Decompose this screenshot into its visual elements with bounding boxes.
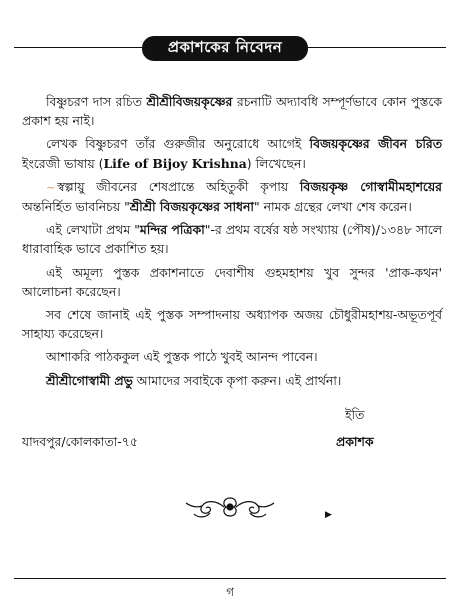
bold-text-run: বিজয়কৃষ্ণের জীবন চরিত: [309, 136, 442, 152]
text-run: সব শেষে জানাই এই পুস্তক সম্পাদনায় অধ্যাপক অজয় চৌধুরীমহাশয়-অভূতপূর্ব সাহায্য করেছেন।: [22, 307, 442, 342]
closing-iti: ইতি: [345, 407, 365, 422]
page-number: গ: [226, 585, 234, 599]
paragraph-7: [22, 347, 442, 366]
paragraph-5: [22, 263, 442, 301]
publisher-signature: প্রকাশক: [336, 434, 374, 449]
text-run: এই অমূল্য পুস্তক প্রকাশনাতে দেবাশীষ গুহমহাশয় খুব সুন্দর 'প্রাক-কথন' আলোচনা করেছেন।: [22, 264, 442, 299]
address-line: যাদবপুর/কোলকাতা-৭৫: [22, 434, 138, 449]
text-run: এই লেখাটা প্রথম ": [46, 222, 140, 238]
paragraph-8: [22, 371, 442, 390]
text-run: স্বল্পায়ু জীবনের শেষপ্রান্তে অহিতুকী কৃপায়: [57, 178, 300, 194]
page-title: প্রকাশকের নিবেদন: [167, 38, 283, 56]
text-run: আমাদের সবাইকে কৃপা করুন। এই প্রার্থনা।: [132, 372, 342, 388]
paragraph-2: [22, 134, 442, 172]
text-run: "-র প্রথম বর্ষের ষষ্ঠ সংখ্যায় (পৌষ)/১৩৪৮ সালে ধারাবাহিক ভাবে প্রকাশিত হয়।: [22, 222, 443, 257]
bold-text-run: বিজয়কৃষ্ণ গোস্বামীমহাশয়ের: [299, 178, 442, 194]
paragraph-6: [22, 305, 442, 343]
text-run: ইংরেজী ভাষায় (: [22, 155, 104, 171]
text-run: " নামক গ্রন্থের লেখা শেষ করেন।: [253, 199, 412, 215]
text-run: বিষ্ণুচরণ দাস রচিত: [46, 94, 147, 109]
bold-text-run: শ্রীশ্রীগোস্বামী প্রভু: [46, 372, 133, 388]
text-run: আশাকরি পাঠককুল এই পুস্তক পাঠে খুবই আনন্দ পাবেন।: [46, 349, 318, 365]
bottom-rule: [14, 578, 446, 579]
heading-banner: [142, 36, 308, 61]
arrow-marker-icon: ▶: [325, 510, 332, 520]
bold-text-run: শ্রীশ্রীবিজয়কৃষ্ণের: [146, 94, 233, 109]
bold-text-run: মন্দির পত্রিকা: [139, 222, 205, 238]
text-run: রচনাটি অদ্যাবধি সম্পূর্ণভাবে কোন পুস্তকে প্রকাশ হয় নাই।: [22, 94, 442, 129]
margin-mark-icon: ~: [46, 180, 56, 194]
paragraph-1: [22, 92, 442, 130]
bold-text-run: শ্রীশ্রী বিজয়কৃষ্ণের সাধনা: [129, 199, 254, 215]
floral-ornament-icon: [184, 494, 276, 520]
text-run: লেখক বিষ্ণুচরণ তাঁর গুরুজীর অনুরোধে আগেই: [46, 136, 310, 152]
paragraph-4: [22, 220, 442, 258]
text-run: অন্তনির্হিত ভাবনিচয় ": [22, 199, 130, 215]
text-run: ) লিখেছেন।: [246, 155, 306, 171]
english-title: Life of Bijoy Krishna: [103, 155, 247, 171]
paragraph-3: [22, 177, 442, 216]
body-text: [22, 92, 442, 394]
